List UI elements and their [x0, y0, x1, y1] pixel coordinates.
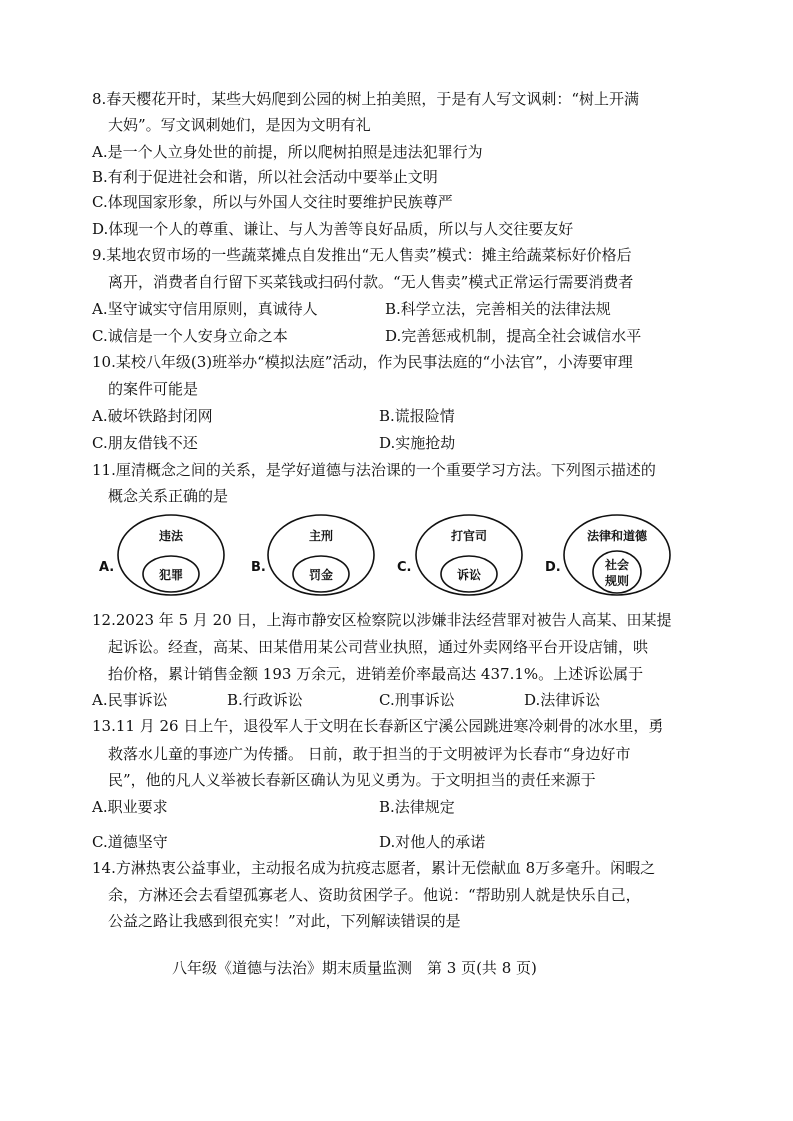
q13-option-c: C.道德坚守	[92, 833, 168, 851]
q9-option-b: B.科学立法，完善相关的法律法规	[385, 300, 611, 318]
diagram-a	[115, 512, 227, 598]
diagram-c	[413, 512, 525, 598]
diagram-a-letter: A.	[99, 560, 115, 575]
q8-option-d: D.体现一个人的尊重、谦让、与人为善等良好品质，所以与人交往要友好	[92, 220, 574, 238]
q8-stem-line1: 8.春天樱花开时，某些大妈爬到公园的树上拍美照，于是有人写文讽刺：“树上开满	[92, 90, 639, 108]
q13-option-b: B.法律规定	[379, 798, 455, 816]
q14-stem-line1: 14.方淋热衷公益事业，主动报名成为抗疫志愿者，累计无偿献血 8万多毫升。闲暇之	[92, 859, 656, 877]
q12-option-c: C.刑事诉讼	[379, 691, 455, 709]
q13-stem-line1: 13.11 月 26 日上午，退役军人于文明在长春新区宁溪公园跳进寒冷刺骨的冰水里，勇	[92, 717, 664, 735]
q12-stem-line2: 起诉讼。经查，高某、田某借用某公司营业执照，通过外卖网络平台开设店铺，哄	[108, 638, 649, 656]
q9-option-d: D.完善惩戒机制，提高全社会诚信水平	[385, 327, 642, 345]
q13-stem-line3: 民”，他的凡人义举被长春新区确认为见义勇为。于文明担当的责任来源于	[108, 771, 596, 789]
diagram-d-letter: D.	[545, 560, 561, 575]
diagram-a-outer-label: 违法	[158, 529, 184, 543]
q12-stem-line1: 12.2023 年 5 月 20 日，上海市静安区检察院以涉嫌非法经营罪对被告人高某、田某提	[92, 611, 672, 629]
q9-stem-line1: 9.某地农贸市场的一些蔬菜摊点自发推出“无人售卖”模式：摊主给蔬菜标好价格后	[92, 246, 632, 264]
diagram-c-letter: C.	[397, 560, 412, 575]
q10-option-b: B.谎报险情	[379, 407, 455, 425]
diagram-d	[561, 512, 673, 598]
q12-stem-line3: 抬价格，累计销售金额 193 万余元，进销差价率最高达 437.1%。上述诉讼属于	[108, 665, 644, 683]
q9-option-a: A.坚守诚实守信用原则，真诚待人	[92, 300, 318, 318]
q12-option-b: B.行政诉讼	[227, 691, 303, 709]
diagram-a-inner-label: 犯罪	[158, 568, 184, 582]
diagram-b-letter: B.	[251, 560, 266, 575]
page-footer: 八年级《道德与法治》期末质量监测 第 3 页(共 8 页)	[172, 959, 537, 977]
diagram-b-inner-label: 罚金	[308, 568, 334, 582]
q10-option-a: A.破坏铁路封闭网	[92, 407, 213, 425]
q9-stem-line2: 离开，消费者自行留下买菜钱或扫码付款。“无人售卖”模式正常运行需要消费者	[108, 273, 634, 291]
q13-option-d: D.对他人的承诺	[379, 833, 486, 851]
q8-stem-line2: 大妈”。写文讽刺她们，是因为文明有礼	[108, 116, 371, 134]
q12-option-a: A.民事诉讼	[92, 691, 168, 709]
q14-stem-line2: 余，方淋还会去看望孤寡老人、资助贫困学子。他说：“帮助别人就是快乐自己，	[108, 886, 641, 904]
diagram-d-outer-label: 法律和道德	[586, 529, 648, 543]
q8-option-a: A.是一个人立身处世的前提，所以爬树拍照是违法犯罪行为	[92, 143, 483, 161]
q11-diagrams	[95, 512, 775, 598]
diagram-b-outer-label: 主刑	[308, 529, 334, 543]
q9-option-c: C.诚信是一个人安身立命之本	[92, 327, 288, 345]
q8-option-c: C.体现国家形象，所以与外国人交往时要维护民族尊严	[92, 193, 453, 211]
q13-stem-line2: 救落水儿童的事迹广为传播。 日前，敢于担当的于文明被评为长春市“身边好市	[108, 745, 631, 763]
diagram-b	[265, 512, 377, 598]
diagram-c-inner-label: 诉讼	[456, 568, 482, 582]
q8-option-b: B.有利于促进社会和谐，所以社会活动中要举止文明	[92, 168, 438, 186]
q12-option-d: D.法律诉讼	[524, 691, 601, 709]
diagram-a-outer-circle	[118, 515, 224, 595]
q10-stem-line1: 10.某校八年级(3)班举办“模拟法庭”活动，作为民事法庭的“小法官”，小涛要审理	[92, 353, 633, 371]
diagram-d-inner-label-1: 社会	[604, 558, 630, 572]
diagram-c-outer-label: 打官司	[450, 529, 488, 543]
q10-option-d: D.实施抢劫	[379, 434, 456, 452]
q10-option-c: C.朋友借钱不还	[92, 434, 198, 452]
q10-stem-line2: 的案件可能是	[108, 380, 199, 398]
q11-stem-line2: 概念关系正确的是	[108, 487, 229, 505]
q11-stem-line1: 11.厘清概念之间的关系，是学好道德与法治课的一个重要学习方法。下列图示描述的	[92, 461, 656, 479]
diagram-d-inner-label-2: 规则	[604, 574, 630, 588]
diagram-c-outer-circle	[416, 515, 522, 595]
q14-stem-line3: 公益之路让我感到很充实！”对此，下列解读错误的是	[108, 912, 461, 930]
q13-option-a: A.职业要求	[92, 798, 168, 816]
diagram-b-outer-circle	[268, 515, 374, 595]
